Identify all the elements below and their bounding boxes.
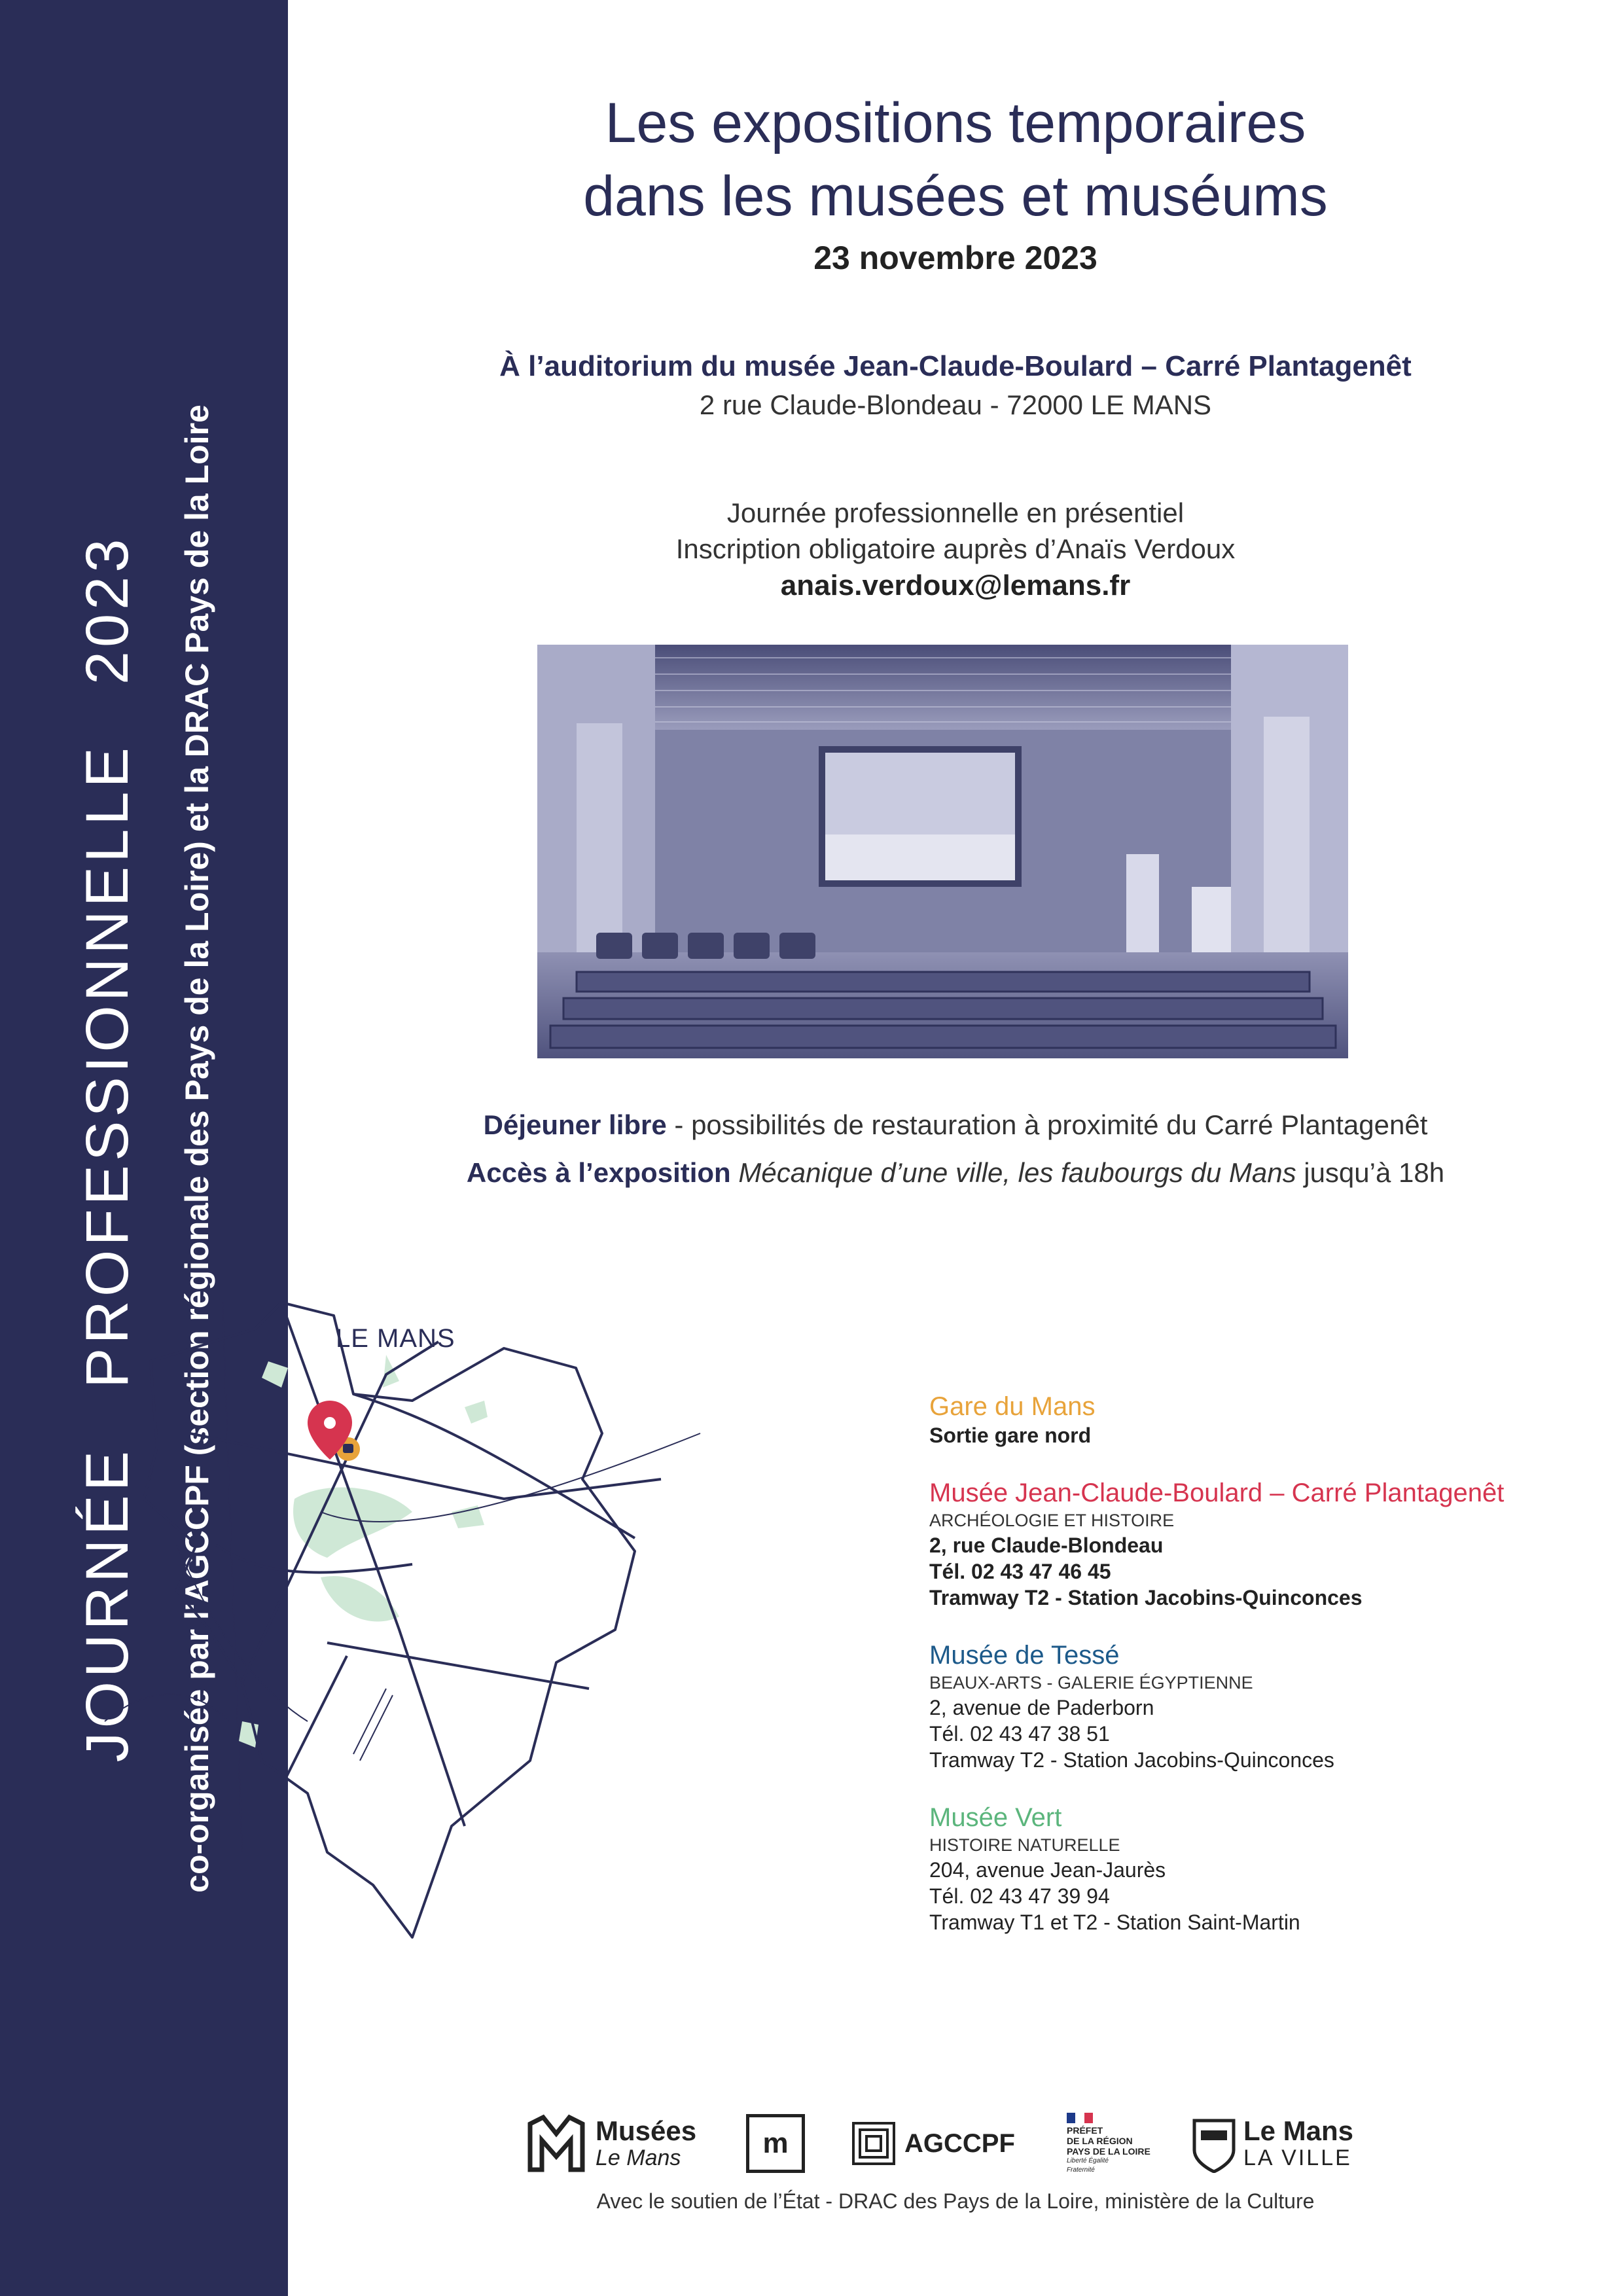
venue-name: À l’auditorium du musée Jean-Claude-Boulard – Carré Plantagenêt: [499, 350, 1412, 382]
legend-vert-sub: HISTOIRE NATURELLE: [929, 1835, 1120, 1855]
registration-email[interactable]: anais.verdoux@lemans.fr: [780, 569, 1131, 601]
title-line2: dans les musées et muséums: [583, 165, 1328, 228]
legend-boulard: [929, 1477, 1616, 1611]
musees-logo-line2: Le Mans: [596, 2145, 681, 2170]
prefet-line2: DE LA RÉGION: [1067, 2135, 1133, 2146]
legend-vert-phone: Tél. 02 43 47 39 94: [929, 1884, 1110, 1908]
musees-m-icon: [524, 2111, 589, 2176]
lemans-logo-line1: Le Mans: [1243, 2115, 1354, 2146]
event-date: 23 novembre 2023: [813, 240, 1097, 276]
legend-boulard-sub: ARCHÉOLOGIE ET HISTOIRE: [929, 1511, 1175, 1530]
page-title: [288, 86, 1623, 233]
legend-gare: [929, 1391, 1616, 1448]
auditorium-photo: [537, 645, 1348, 1058]
access-text: jusqu’à 18h: [1296, 1157, 1445, 1188]
logo-prefet: [1067, 2111, 1150, 2176]
sidebar-title-year: 2023: [73, 535, 141, 685]
sidebar-title-word2: PROFESSIONNELLE: [73, 744, 141, 1388]
logo-le-mans-ville: [1191, 2111, 1353, 2176]
legend-vert-address: 204, avenue Jean-Jaurès: [929, 1858, 1166, 1882]
lunch-label: Déjeuner libre: [483, 1109, 667, 1140]
map-label: LE MANS: [336, 1324, 455, 1353]
legend-tesse-sub: BEAUX-ARTS - GALERIE ÉGYPTIENNE: [929, 1673, 1253, 1693]
m-mark-icon: m: [746, 2114, 805, 2173]
lunch-text: - possibilités de restauration à proximité du Carré Plantagenêt: [666, 1109, 1428, 1140]
sidebar-subtitle: co-organisée par l'AGCCPF (section régionale des Pays de la Loire) et la DRAC Pays de la Loire: [179, 404, 216, 1893]
prefet-line1: PRÉFET: [1067, 2125, 1103, 2136]
sidebar-title-word1: JOURNÉE: [73, 1446, 141, 1763]
legend-gare-title: Gare du Mans: [929, 1392, 1096, 1421]
legend-tesse-phone: Tél. 02 43 47 38 51: [929, 1722, 1110, 1746]
logo-agccpf: [851, 2111, 1015, 2176]
legend-vert-title: Musée Vert: [929, 1803, 1062, 1832]
partner-logos: [524, 2111, 1374, 2183]
footer-support: Avec le soutien de l’État - DRAC des Pays de la Loire, ministère de la Culture: [596, 2189, 1315, 2213]
le-mans-shield-icon: [1191, 2114, 1237, 2173]
prefet-line3: PAYS DE LA LOIRE: [1067, 2145, 1150, 2157]
venue-address: 2 rue Claude-Blondeau - 72000 LE MANS: [699, 389, 1212, 420]
agccpf-square-icon: [851, 2121, 897, 2166]
legend-boulard-phone: Tél. 02 43 47 46 45: [929, 1560, 1111, 1583]
legend-boulard-address: 2, rue Claude-Blondeau: [929, 1534, 1164, 1557]
legend-vert-tram: Tramway T1 et T2 - Station Saint-Martin: [929, 1910, 1300, 1934]
marianne-flag-icon: [1067, 2113, 1093, 2123]
legend-tesse-tram: Tramway T2 - Station Jacobins-Quinconces: [929, 1748, 1334, 1772]
logo-musees-le-mans: [524, 2111, 696, 2176]
prefet-motto: Liberté Égalité Fraternité: [1067, 2157, 1109, 2174]
musees-logo-line1: Musées: [596, 2115, 697, 2146]
legend-tesse-title: Musée de Tessé: [929, 1641, 1120, 1670]
legend-tesse-address: 2, avenue de Paderborn: [929, 1696, 1154, 1719]
registration-line1: Journée professionnelle en présentiel: [726, 497, 1185, 528]
agccpf-logo-text: AGCCPF: [904, 2128, 1015, 2158]
legend-boulard-title: Musée Jean-Claude-Boulard – Carré Plantagenêt: [929, 1479, 1505, 1507]
city-map: [46, 1263, 740, 1983]
legend-vert: [929, 1802, 1616, 1935]
map-legend: [929, 1391, 1616, 1964]
lunch-note: [288, 1109, 1623, 1141]
logo-m-mark: [746, 2111, 805, 2176]
registration-line2: Inscription obligatoire auprès d’Anaïs Verdoux: [675, 533, 1236, 564]
access-note: [288, 1157, 1623, 1189]
access-exhibition-title: Mécanique d’une ville, les faubourgs du Mans: [738, 1157, 1296, 1188]
legend-boulard-tram: Tramway T2 - Station Jacobins-Quinconces: [929, 1586, 1363, 1609]
legend-gare-line1: Sortie gare nord: [929, 1424, 1092, 1447]
legend-tesse: [929, 1640, 1616, 1773]
access-label: Accès à l’exposition: [466, 1157, 731, 1188]
title-line1: Les expositions temporaires: [605, 92, 1306, 154]
lemans-logo-line2: LA VILLE: [1243, 2145, 1352, 2170]
